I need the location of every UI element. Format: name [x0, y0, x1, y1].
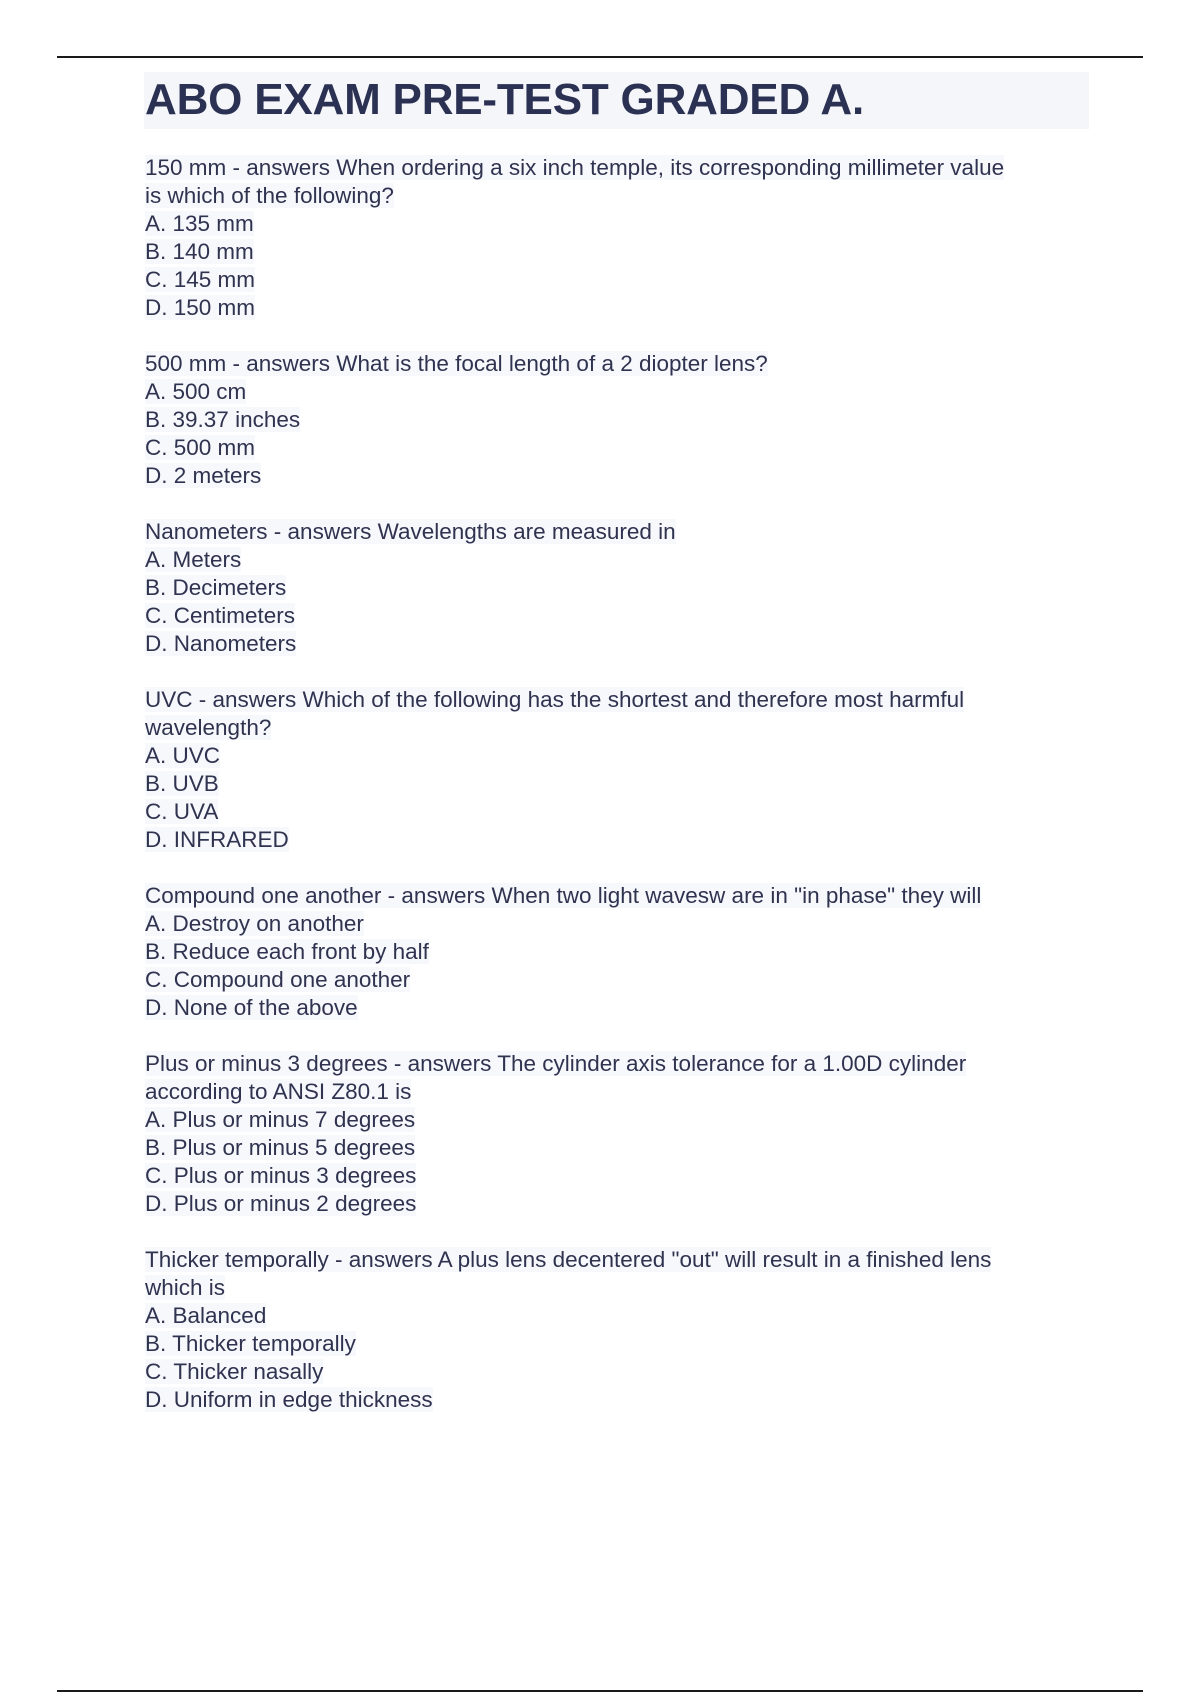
question-line: is which of the following?: [145, 183, 394, 208]
answer-option: B. UVB: [145, 771, 219, 796]
question-line: wavelength?: [145, 715, 272, 740]
answer-option: C. 500 mm: [145, 435, 256, 460]
answer-option: C. Thicker nasally: [145, 1359, 324, 1384]
qa-list: [145, 154, 1080, 1442]
question-line: Plus or minus 3 degrees - answers The cylinder axis tolerance for a 1.00D cylinder: [145, 1051, 967, 1076]
bottom-rule: [57, 1690, 1143, 1692]
answer-option: B. Thicker temporally: [145, 1331, 356, 1356]
answer-option: D. None of the above: [145, 995, 358, 1020]
question-line: 500 mm - answers What is the focal length of a 2 diopter lens?: [145, 351, 768, 376]
answer-option: B. 39.37 inches: [145, 407, 301, 432]
question-line: Thicker temporally - answers A plus lens decentered "out" will result in a finished lens: [145, 1247, 992, 1272]
answer-option: A. Meters: [145, 547, 242, 572]
question-line: Compound one another - answers When two light wavesw are in "in phase" they will: [145, 883, 982, 908]
top-rule: [57, 56, 1143, 58]
question-line: Nanometers - answers Wavelengths are measured in: [145, 519, 676, 544]
question-line: according to ANSI Z80.1 is: [145, 1079, 412, 1104]
qa-item: [145, 154, 1080, 322]
answer-option: D. Nanometers: [145, 631, 297, 656]
answer-option: D. Uniform in edge thickness: [145, 1387, 433, 1412]
answer-option: D. INFRARED: [145, 827, 289, 852]
qa-item: [145, 686, 1080, 854]
question-line: which is: [145, 1275, 226, 1300]
answer-option: B. 140 mm: [145, 239, 254, 264]
answer-option: A. Balanced: [145, 1303, 267, 1328]
qa-item: [145, 350, 1080, 490]
answer-option: C. Centimeters: [145, 603, 296, 628]
question-line: 150 mm - answers When ordering a six inch temple, its corresponding millimeter value: [145, 155, 1005, 180]
answer-option: B. Reduce each front by half: [145, 939, 429, 964]
answer-option: C. UVA: [145, 799, 219, 824]
question-line: UVC - answers Which of the following has the shortest and therefore most harmful: [145, 687, 965, 712]
answer-option: B. Decimeters: [145, 575, 287, 600]
answer-option: C. Compound one another: [145, 967, 411, 992]
answer-option: A. 500 cm: [145, 379, 247, 404]
qa-item: [145, 1246, 1080, 1414]
answer-option: C. Plus or minus 3 degrees: [145, 1163, 417, 1188]
answer-option: D. 150 mm: [145, 295, 256, 320]
answer-option: D. 2 meters: [145, 463, 262, 488]
answer-option: A. Destroy on another: [145, 911, 364, 936]
answer-option: A. 135 mm: [145, 211, 254, 236]
qa-item: [145, 1050, 1080, 1218]
answer-option: A. Plus or minus 7 degrees: [145, 1107, 416, 1132]
qa-item: [145, 882, 1080, 1022]
answer-option: A. UVC: [145, 743, 221, 768]
answer-option: C. 145 mm: [145, 267, 256, 292]
qa-item: [145, 518, 1080, 658]
answer-option: D. Plus or minus 2 degrees: [145, 1191, 417, 1216]
page-title: ABO EXAM PRE-TEST GRADED A.: [145, 75, 865, 124]
answer-option: B. Plus or minus 5 degrees: [145, 1135, 416, 1160]
